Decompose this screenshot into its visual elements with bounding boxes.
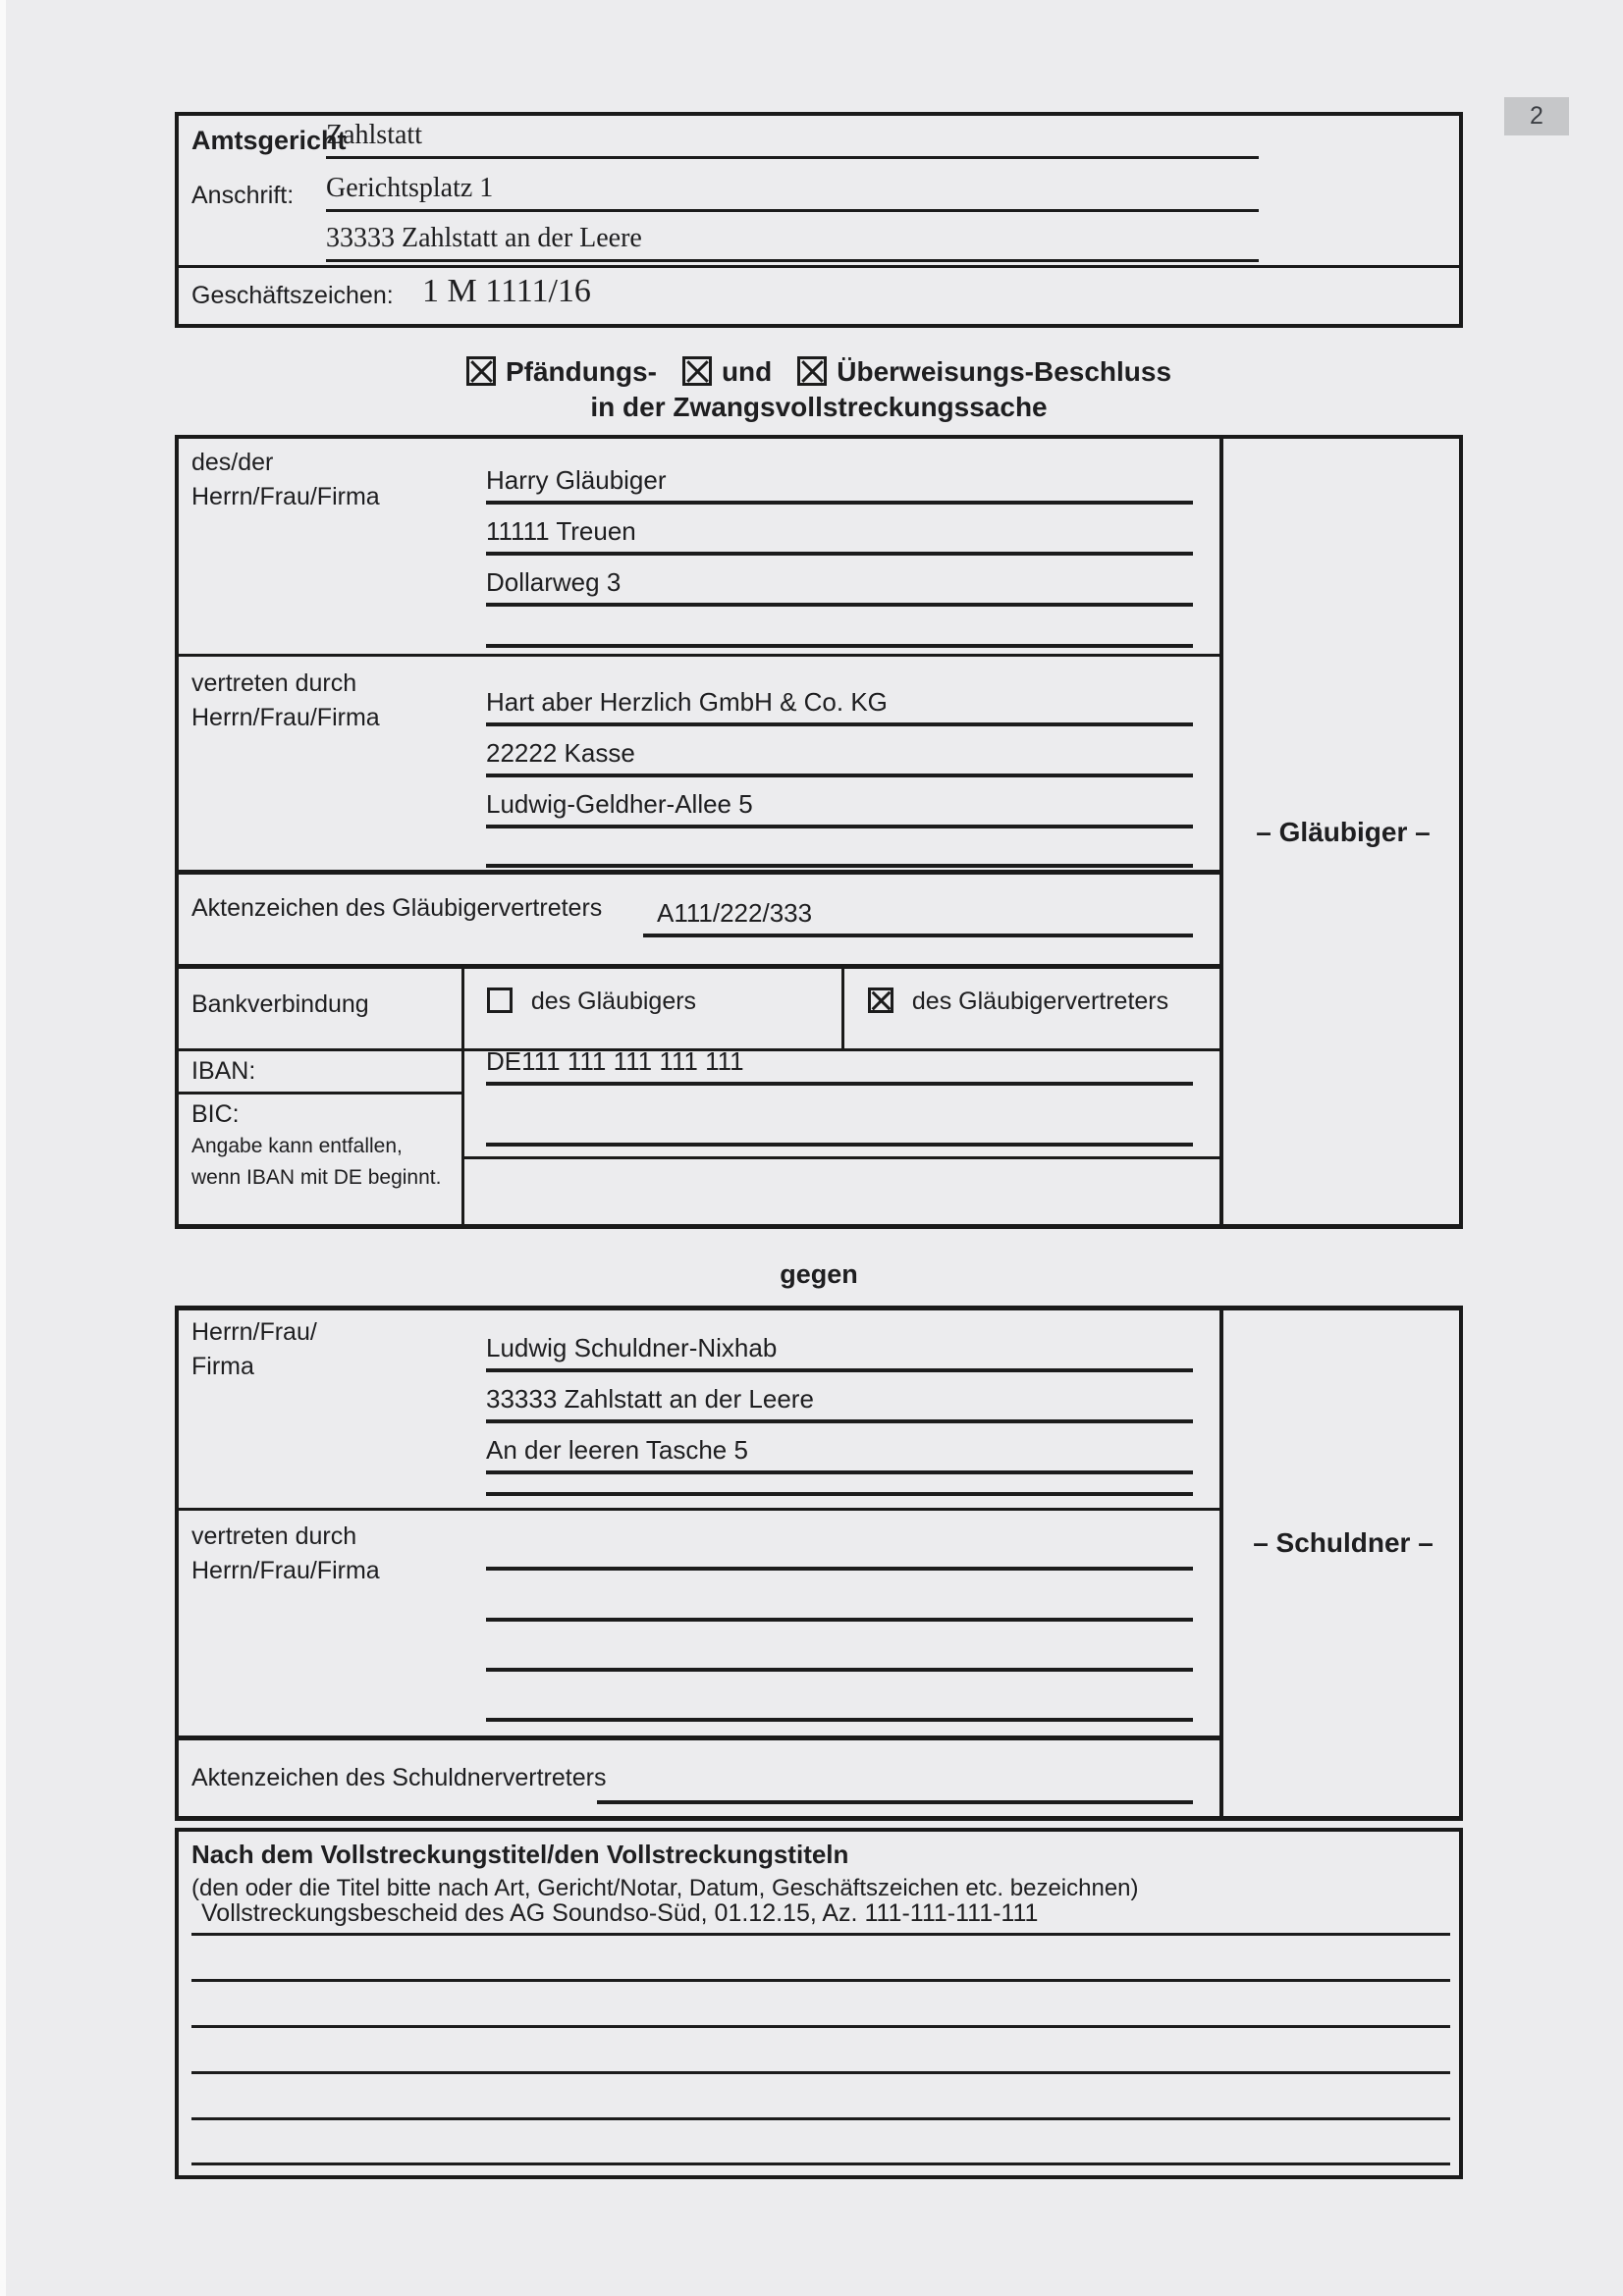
creditor-city-value: 11111 Treuen [486, 516, 636, 546]
creditor-rep-street-value: Ludwig-Geldher-Allee 5 [486, 789, 753, 819]
creditor-rep-city-field[interactable] [486, 736, 1193, 777]
creditor-ref-field[interactable] [643, 895, 1193, 937]
enforcement-note: (den oder die Titel bitte nach Art, Gericht/Notar, Datum, Geschäftszeichen etc. bezeichnen) [191, 1875, 1139, 1901]
debtor-rep-label-line2: Herrn/Frau/Firma [191, 1557, 380, 1584]
debtor-extra-field[interactable] [486, 1455, 1193, 1496]
debtor-rep-line2-field[interactable] [486, 1580, 1193, 1622]
debtor-city-field[interactable] [486, 1382, 1193, 1423]
creditor-extra-field[interactable] [486, 607, 1193, 648]
debtor-rep-row-divider [178, 1735, 1219, 1740]
page-number: 2 [1530, 102, 1543, 130]
creditor-side-label: – Gläubiger – [1256, 817, 1431, 847]
bic-note-line1: Angabe kann entfallen, [191, 1135, 403, 1157]
debtor-box-column-divider [1219, 1310, 1223, 1817]
creditor-rep-name-value: Hart aber Herzlich GmbH & Co. KG [486, 687, 888, 717]
bank-creditor-option-label: des Gläubigers [530, 988, 697, 1015]
bank-creditor-checkbox[interactable] [487, 988, 513, 1013]
creditor-city-field[interactable] [486, 514, 1193, 556]
bank-creditor-rep-option[interactable] [868, 988, 1168, 1015]
enforcement-title-field[interactable] [191, 1896, 1450, 1936]
debtor-rep-line3-field[interactable] [486, 1630, 1193, 1672]
creditor-rep-label-line2: Herrn/Frau/Firma [191, 704, 380, 731]
debtor-city-value: 33333 Zahlstatt an der Leere [486, 1384, 814, 1414]
order-type-heading [175, 356, 1463, 388]
bank-section-top-border [178, 964, 1219, 969]
court-street-field[interactable] [326, 175, 1259, 212]
creditor-label-line1: des/der [191, 449, 274, 476]
debtor-label-line2: Firma [191, 1353, 254, 1380]
bank-cell-divider-1 [461, 967, 464, 1226]
ueberweisung-checkbox[interactable] [797, 356, 827, 386]
creditor-rep-street-field[interactable] [486, 787, 1193, 828]
bic-note-line2: wenn IBAN mit DE beginnt. [191, 1166, 442, 1189]
court-name-field[interactable] [326, 122, 1259, 159]
enforcement-line2-field[interactable] [191, 1943, 1450, 1982]
enforcement-title-value: Vollstreckungsbescheid des AG Soundso-Süd, 01.12.15, Az. 111-111-111-111 [201, 1899, 1039, 1927]
case-number-value: 1 M 1111/16 [422, 273, 591, 309]
und-checkbox[interactable] [682, 356, 712, 386]
bank-creditor-rep-option-label: des Gläubigervertreters [911, 988, 1169, 1015]
creditor-street-value: Dollarweg 3 [486, 567, 622, 597]
enforcement-heading: Nach dem Vollstreckungstitel/den Vollstreckungstiteln [191, 1840, 849, 1869]
creditor-ref-label: Aktenzeichen des Gläubigervertreters [191, 894, 603, 922]
bank-creditor-option[interactable] [487, 988, 696, 1015]
case-number-label: Geschäftszeichen: [191, 282, 394, 309]
creditor-rep-city-value: 22222 Kasse [486, 738, 635, 768]
debtor-rep-line4-field[interactable] [486, 1681, 1193, 1722]
iban-field[interactable] [486, 1044, 1193, 1086]
enforcement-line5-field[interactable] [191, 2081, 1450, 2120]
bank-cell-divider-2 [841, 967, 844, 1048]
creditor-street-field[interactable] [486, 565, 1193, 607]
debtor-rep-label-line1: vertreten durch [191, 1522, 357, 1550]
bank-label: Bankverbindung [191, 990, 369, 1018]
debtor-row-divider [178, 1508, 1219, 1511]
iban-bic-left-divider [178, 1092, 461, 1095]
debtor-street-value: An der leeren Tasche 5 [486, 1435, 748, 1465]
und-label: und [721, 356, 773, 387]
debtor-label-line1: Herrn/Frau/ [191, 1318, 317, 1346]
bic-right-sub-divider [461, 1156, 1219, 1159]
pfaendung-checkbox[interactable] [466, 356, 496, 386]
creditor-rep-label-line1: vertreten durch [191, 669, 357, 697]
debtor-name-field[interactable] [486, 1331, 1193, 1372]
creditor-label-line2: Herrn/Frau/Firma [191, 483, 380, 510]
court-name-value: Zahlstatt [326, 120, 422, 150]
court-address-label: Anschrift: [191, 182, 295, 209]
creditor-rep-extra-field[interactable] [486, 827, 1193, 868]
creditor-row-divider [178, 654, 1219, 657]
creditor-rep-row-divider [178, 870, 1219, 875]
creditor-name-field[interactable] [486, 463, 1193, 505]
court-city-field[interactable] [326, 225, 1259, 262]
enforcement-line6-field[interactable] [191, 2126, 1450, 2165]
enforcement-line3-field[interactable] [191, 1989, 1450, 2028]
court-label: Amtsgericht [191, 126, 347, 155]
bic-label: BIC: [191, 1100, 240, 1128]
debtor-ref-label: Aktenzeichen des Schuldnervertreters [191, 1764, 607, 1791]
debtor-name-value: Ludwig Schuldner-Nixhab [486, 1333, 778, 1362]
page-number-badge [1504, 97, 1569, 135]
debtor-rep-line1-field[interactable] [486, 1529, 1193, 1571]
creditor-ref-value: A111/222/333 [657, 898, 813, 928]
versus-label: gegen [780, 1259, 858, 1289]
ueberweisung-label: Überweisungs-Beschluss [837, 356, 1172, 387]
debtor-side-label: – Schuldner – [1253, 1527, 1434, 1558]
iban-value: DE111 111 111 111 111 [486, 1046, 744, 1076]
court-street-value: Gerichtsplatz 1 [326, 173, 494, 203]
creditor-rep-name-field[interactable] [486, 685, 1193, 726]
creditor-name-value: Harry Gläubiger [486, 465, 667, 495]
bank-creditor-rep-checkbox[interactable] [868, 988, 893, 1013]
iban-label: IBAN: [191, 1057, 256, 1085]
scan-edge [0, 0, 6, 2296]
court-box-divider [178, 265, 1460, 268]
enforcement-line4-field[interactable] [191, 2035, 1450, 2074]
bic-field[interactable] [486, 1105, 1193, 1147]
pfaendung-label: Pfändungs- [505, 356, 657, 387]
court-city-value: 33333 Zahlstatt an der Leere [326, 223, 642, 253]
order-subject-heading: in der Zwangsvollstreckungssache [590, 392, 1048, 422]
debtor-ref-field[interactable] [597, 1763, 1193, 1804]
